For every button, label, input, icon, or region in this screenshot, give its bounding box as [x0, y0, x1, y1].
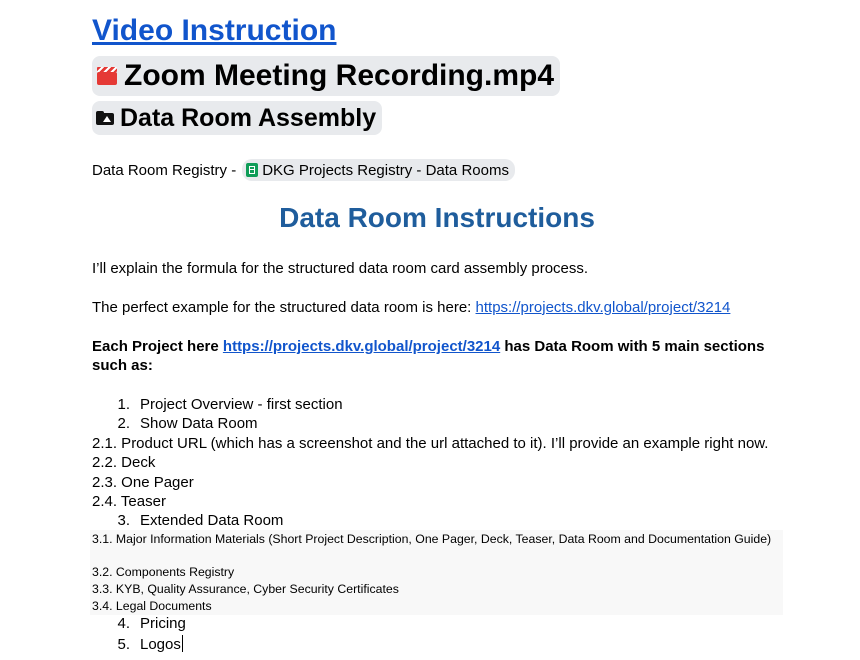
each-project-continuation: such as: [92, 357, 153, 374]
text-cursor [182, 635, 183, 652]
list-item-text: Show Data Room [140, 415, 258, 432]
list-item [106, 635, 183, 653]
sub-item: 2.1. Product URL (which has a screenshot and the url attached to it). I’ll provide an example right now. [92, 435, 769, 452]
registry-label: Data Room Registry - [92, 161, 237, 179]
list-number: 4. [117, 615, 130, 632]
example-text: The perfect example for the structured data room is here: [92, 299, 476, 316]
video-instruction-link[interactable]: Video Instruction [92, 14, 337, 47]
list-item-text: Pricing [140, 615, 186, 632]
registry-sheet-chip[interactable] [242, 159, 515, 181]
each-project-suffix: has Data Room with 5 main sections [500, 338, 765, 355]
each-project-text: Each Project here [92, 338, 223, 355]
list-number: 1. [117, 396, 130, 413]
example-link[interactable]: https://projects.dkv.global/project/3214 [475, 299, 731, 316]
drive-folder-icon [96, 111, 114, 125]
recording-file-chip[interactable] [92, 56, 560, 96]
each-project-link[interactable]: https://projects.dkv.global/project/3214 [222, 338, 501, 355]
registry-sheet-name: DKG Projects Registry - Data Rooms [262, 161, 509, 179]
list-number: 3. [117, 512, 130, 529]
recording-file-name: Zoom Meeting Recording.mp4 [124, 59, 555, 92]
list-item [106, 615, 186, 632]
sub-item: 3.2. Components Registry [92, 565, 235, 579]
list-item [106, 396, 343, 413]
clapperboard-icon [96, 67, 118, 85]
registry-line [92, 159, 515, 181]
folder-chip[interactable] [92, 101, 382, 135]
sub-item: 3.1. Major Information Materials (Short Project Description, One Pager, Deck, Teaser, Data Room and Documentation Guide) [92, 532, 772, 546]
list-item-text: Project Overview - first section [140, 396, 343, 413]
sub-item: 2.4. Teaser [92, 493, 166, 510]
each-project-paragraph [92, 338, 764, 355]
sub-item: 2.3. One Pager [92, 474, 194, 491]
list-item [106, 415, 258, 432]
list-number: 2. [117, 415, 130, 432]
sub-item: 3.4. Legal Documents [92, 599, 212, 613]
list-item-text: Extended Data Room [140, 512, 284, 529]
intro-paragraph: I’ll explain the formula for the structured data room card assembly process. [92, 260, 589, 277]
sub-item: 2.2. Deck [92, 454, 156, 471]
page-title: Data Room Instructions [279, 202, 595, 233]
sub-item: 3.3. KYB, Quality Assurance, Cyber Security Certificates [92, 582, 399, 596]
list-item [106, 512, 283, 529]
google-sheets-icon [246, 163, 258, 177]
list-number: 5. [117, 636, 130, 653]
example-paragraph [92, 299, 730, 316]
folder-name: Data Room Assembly [120, 103, 377, 132]
list-item-text: Logos [140, 636, 181, 653]
